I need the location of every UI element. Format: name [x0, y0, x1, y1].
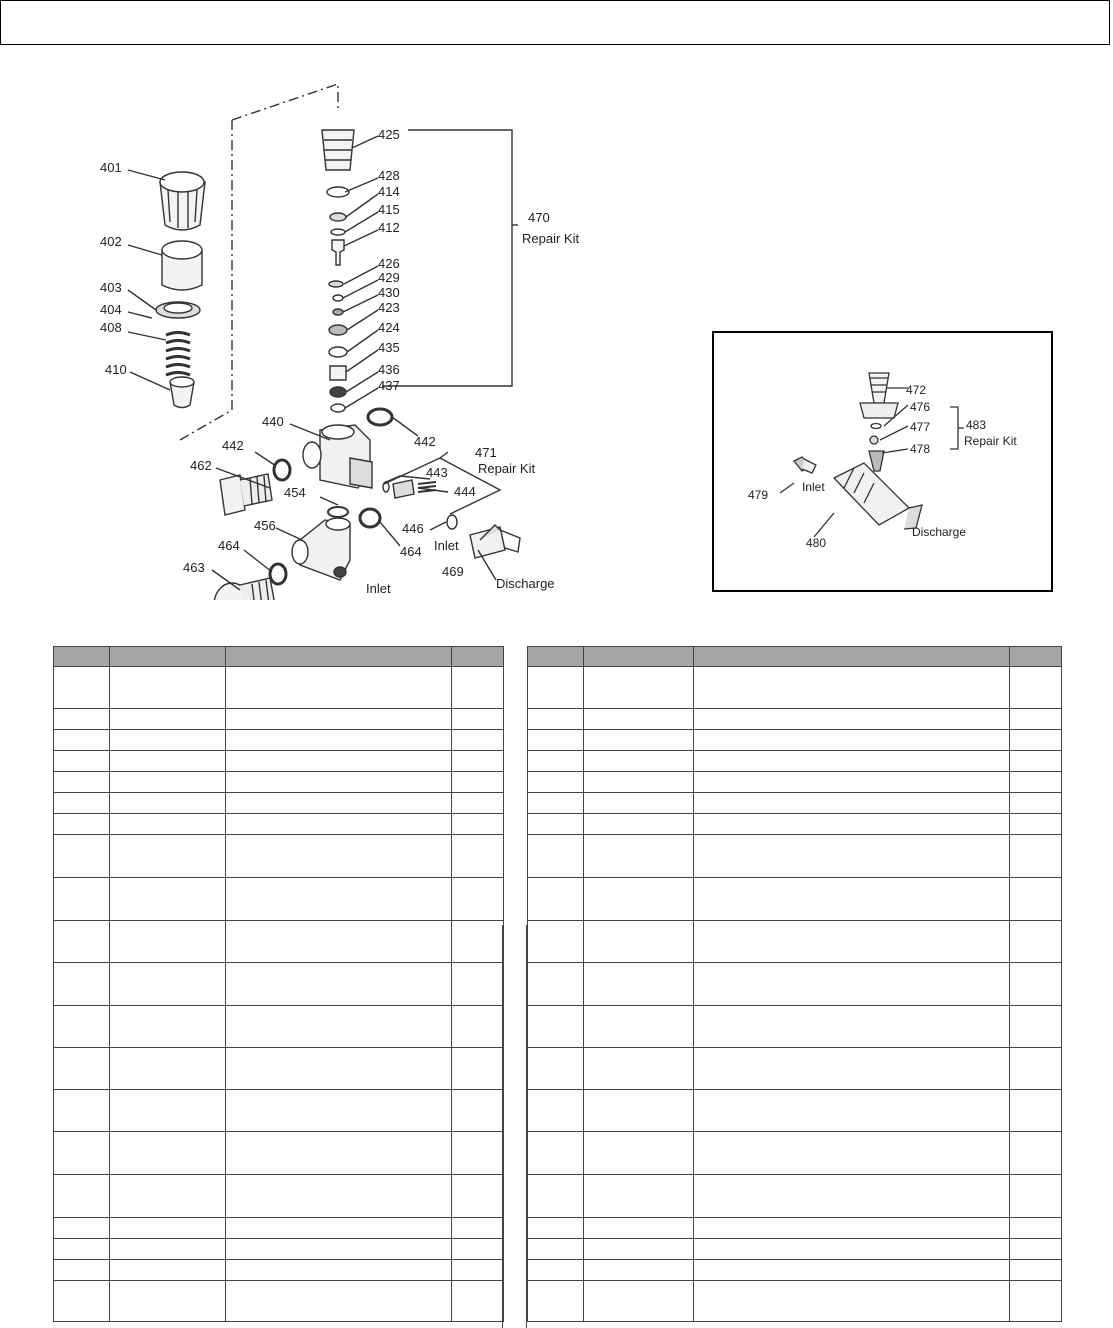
callout-436: 436	[378, 362, 400, 377]
parts-table-right	[527, 646, 1062, 1322]
table-row	[528, 1132, 1062, 1175]
callout-456: 456	[254, 518, 276, 533]
table-row	[54, 921, 504, 963]
table-row	[54, 963, 504, 1006]
table-row	[528, 1281, 1062, 1322]
callout-442-right: 442	[414, 434, 436, 449]
table-row	[54, 1281, 504, 1322]
tee-456	[292, 518, 350, 580]
table-row	[528, 1260, 1062, 1281]
fitting-472	[860, 373, 898, 418]
table-row	[54, 835, 504, 878]
table-row	[54, 772, 504, 793]
callout-403: 403	[100, 280, 122, 295]
table-row	[528, 667, 1062, 709]
callout-469: 469	[442, 564, 464, 579]
inset-discharge-label: Discharge	[912, 525, 967, 539]
callout-402: 402	[100, 234, 122, 249]
table-row	[54, 1090, 504, 1132]
table-row	[54, 793, 504, 814]
callout-443: 443	[426, 465, 448, 480]
inset-repair-kit-label: Repair Kit	[964, 434, 1017, 448]
header-cell	[694, 647, 1010, 667]
callout-424: 424	[378, 320, 400, 335]
table-row	[54, 1175, 504, 1218]
table-row	[528, 1090, 1062, 1132]
header-cell	[110, 647, 226, 667]
callout-444: 444	[454, 484, 476, 499]
header-cell	[1010, 647, 1062, 667]
table-gap-column	[502, 925, 527, 1328]
spring-408	[166, 333, 190, 376]
parts-table-left	[53, 646, 504, 1322]
callout-401: 401	[100, 160, 122, 175]
table-row	[528, 1048, 1062, 1090]
callout-410: 410	[105, 362, 127, 377]
callout-479: 479	[748, 488, 769, 502]
callout-470: 470	[528, 210, 550, 225]
callout-428: 428	[378, 168, 400, 183]
table-row	[528, 1006, 1062, 1048]
callout-442-left: 442	[222, 438, 244, 453]
callout-477: 477	[910, 420, 931, 434]
callout-415: 415	[378, 202, 400, 217]
callout-429: 429	[378, 270, 400, 285]
callout-472: 472	[906, 383, 927, 397]
callout-408: 408	[100, 320, 122, 335]
callout-425: 425	[378, 127, 400, 142]
callout-446: 446	[402, 521, 424, 536]
header-cell	[226, 647, 452, 667]
washer-403	[156, 302, 200, 318]
callout-454: 454	[284, 485, 306, 500]
table-row	[528, 963, 1062, 1006]
table-row	[54, 667, 504, 709]
callout-426: 426	[378, 256, 400, 271]
nut-402	[162, 241, 202, 290]
callout-483: 483	[966, 418, 987, 432]
callout-462: 462	[190, 458, 212, 473]
callout-480: 480	[806, 536, 827, 550]
table-row	[528, 1175, 1062, 1218]
repair-kit-471-label: Repair Kit	[478, 461, 536, 476]
table-row	[528, 1218, 1062, 1239]
callout-464-left: 464	[218, 538, 240, 553]
header-cell	[584, 647, 694, 667]
table-row	[528, 1239, 1062, 1260]
callout-463: 463	[183, 560, 205, 575]
table-row	[528, 814, 1062, 835]
table-row	[528, 835, 1062, 878]
callout-464-right: 464	[400, 544, 422, 559]
table-row	[54, 1006, 504, 1048]
callout-471: 471	[475, 445, 497, 460]
callout-440: 440	[262, 414, 284, 429]
valve-469	[470, 525, 520, 558]
callout-430: 430	[378, 285, 400, 300]
callout-435: 435	[378, 340, 400, 355]
table-row	[54, 730, 504, 751]
table-row	[54, 1239, 504, 1260]
inlet-label-tee: Inlet	[366, 581, 391, 596]
table-row	[528, 709, 1062, 730]
discharge-label: Discharge	[496, 576, 555, 591]
repair-kit-470-label: Repair Kit	[522, 231, 580, 246]
callout-423: 423	[378, 300, 400, 315]
header-cell	[54, 647, 110, 667]
bolt-463	[214, 578, 275, 600]
inset-box	[712, 331, 1053, 592]
inlet-label-valve: Inlet	[434, 538, 459, 553]
table-header-row	[54, 647, 504, 667]
table-row	[54, 1260, 504, 1281]
table-row	[54, 1132, 504, 1175]
fitting-425	[322, 130, 354, 170]
table-row	[528, 751, 1062, 772]
table-row	[528, 793, 1062, 814]
table-row	[54, 709, 504, 730]
callout-478: 478	[910, 442, 931, 456]
table-row	[54, 878, 504, 921]
header-box	[0, 0, 1110, 45]
valve-body-440	[303, 425, 372, 488]
table-row	[54, 751, 504, 772]
bolt-462	[220, 474, 272, 515]
table-row	[54, 1218, 504, 1239]
table-row	[528, 878, 1062, 921]
exploded-parts-diagram	[0, 60, 620, 600]
callout-476: 476	[910, 400, 931, 414]
header-cell	[452, 647, 504, 667]
table-row	[54, 814, 504, 835]
seat-410	[170, 377, 194, 408]
table-row	[528, 921, 1062, 963]
table-row	[528, 772, 1062, 793]
cap-401	[160, 172, 205, 230]
header-cell	[528, 647, 584, 667]
inset-inlet-label: Inlet	[802, 480, 825, 494]
table-row	[528, 730, 1062, 751]
valve-480	[834, 463, 922, 529]
callout-437: 437	[378, 378, 400, 393]
callout-412: 412	[378, 220, 400, 235]
inset-diagram	[714, 333, 1051, 590]
table-row	[54, 1048, 504, 1090]
callout-404: 404	[100, 302, 122, 317]
table-header-row	[528, 647, 1062, 667]
callout-414: 414	[378, 184, 400, 199]
